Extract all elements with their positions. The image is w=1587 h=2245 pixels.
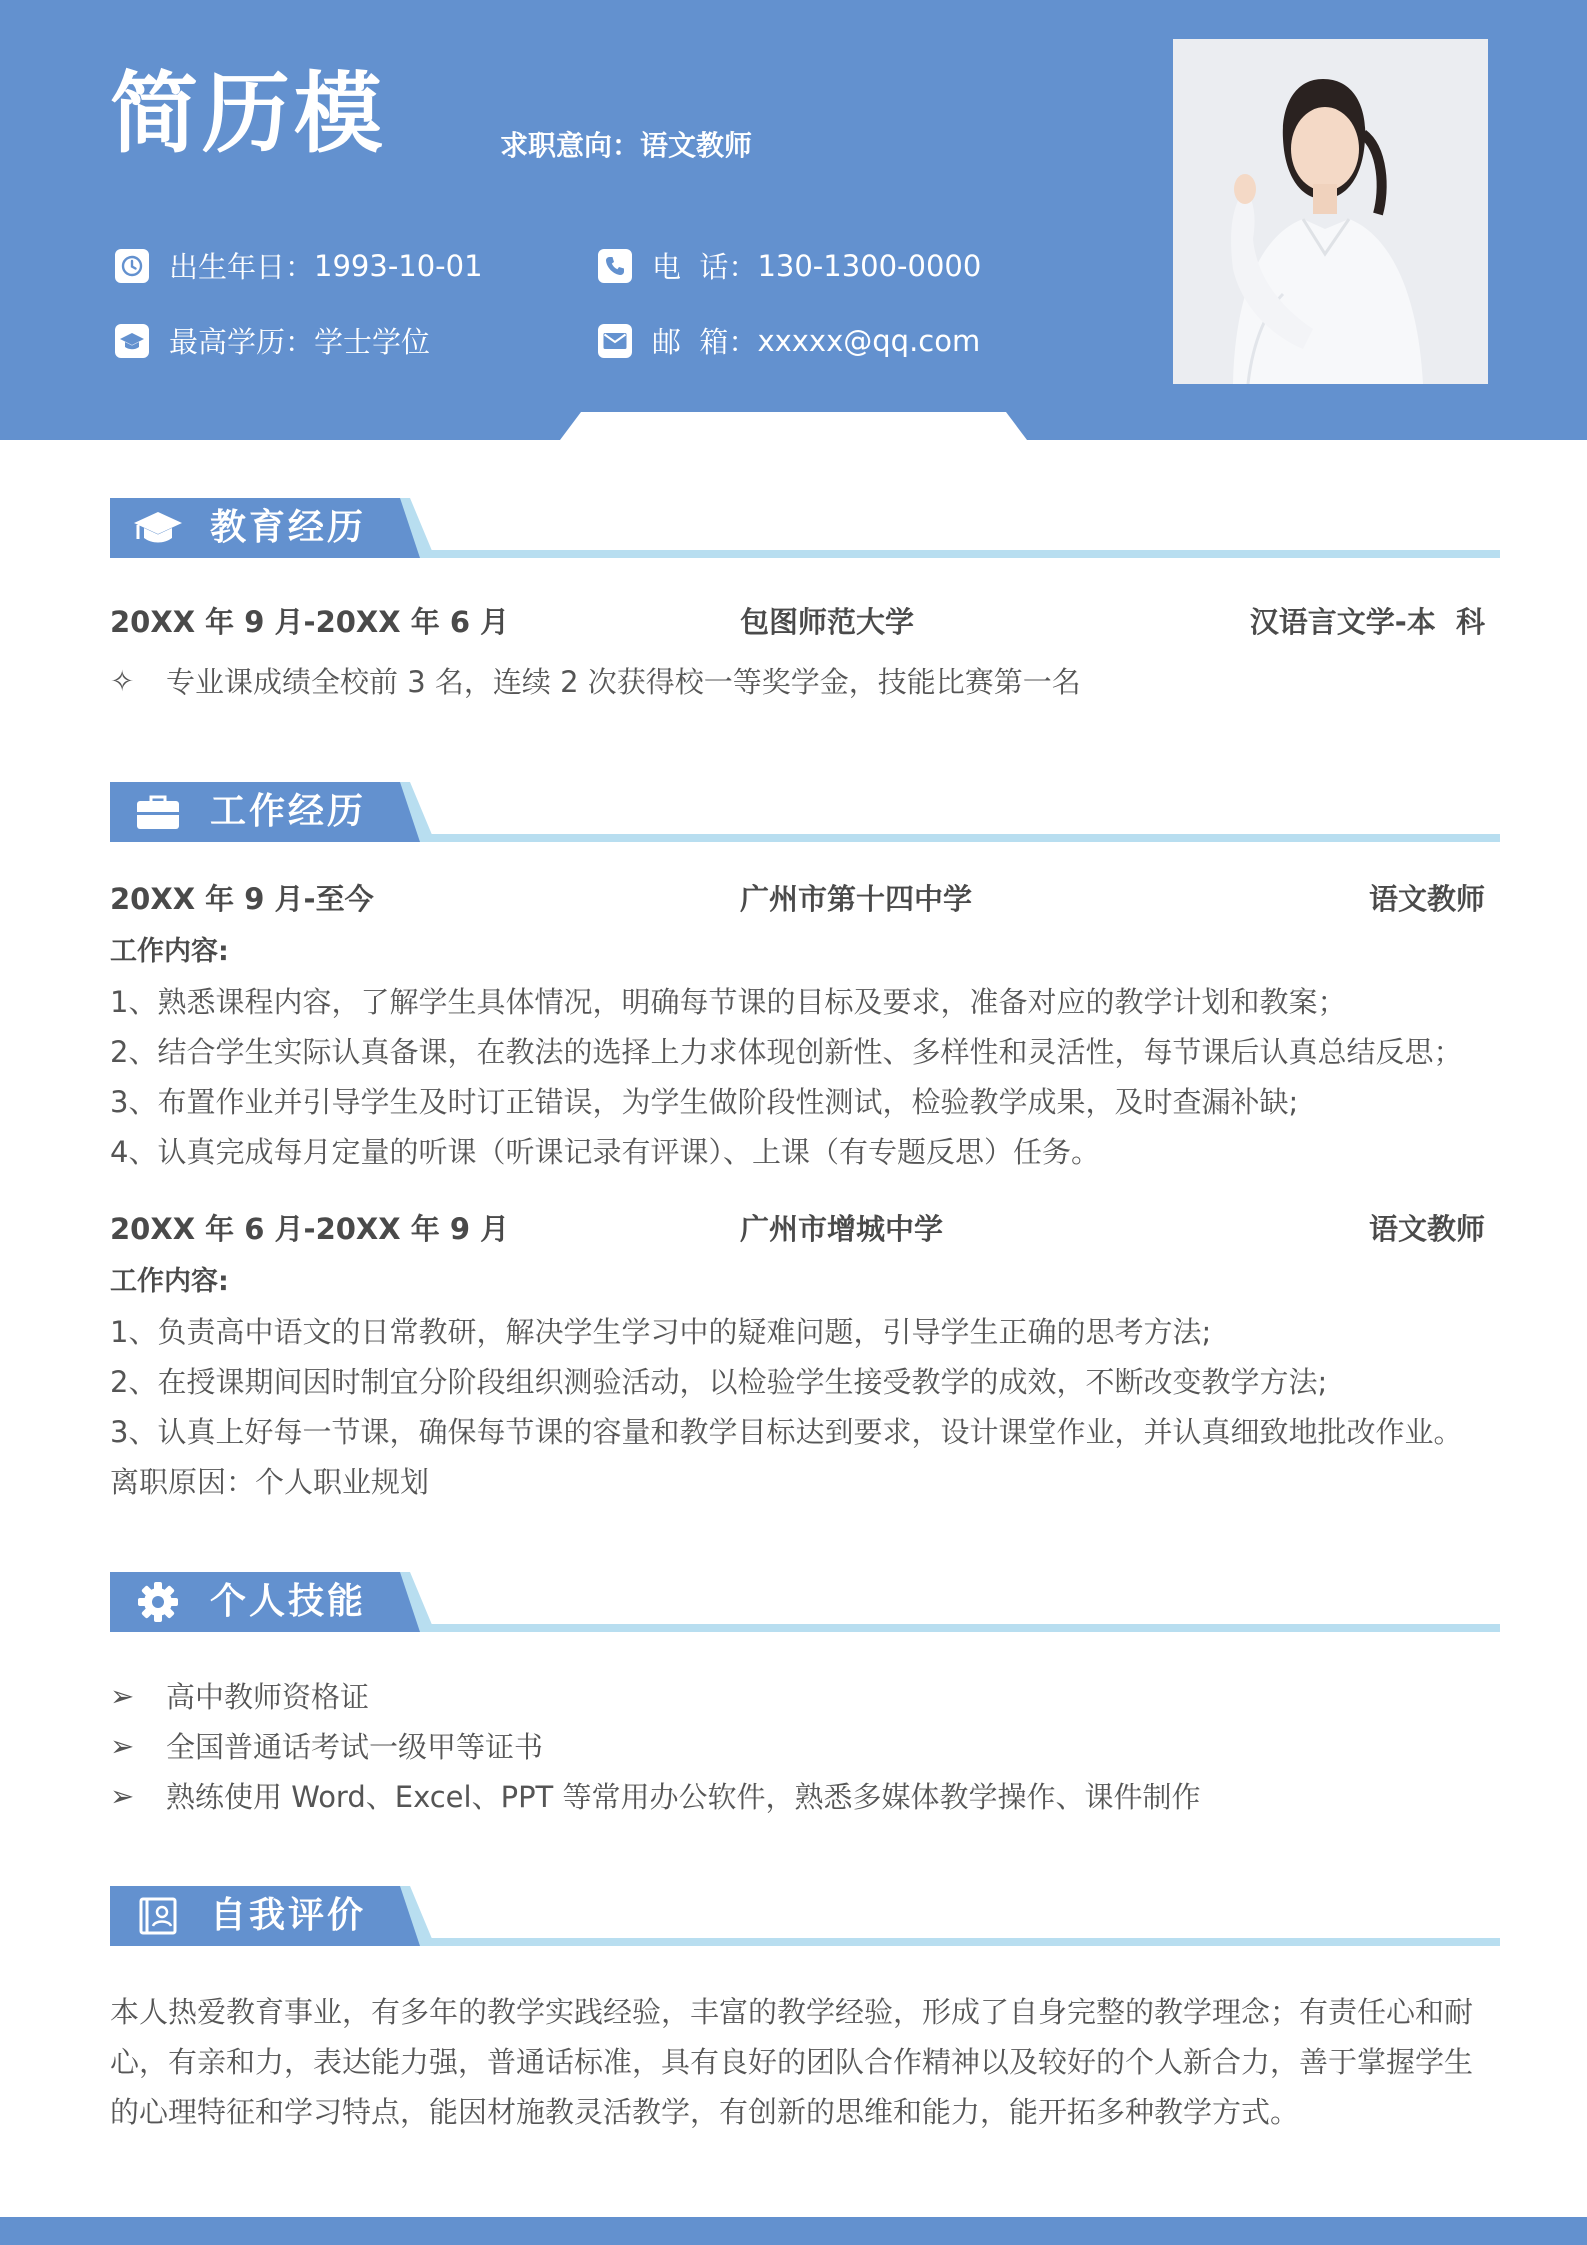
job-objective [500,124,752,164]
header-banner [0,0,1587,440]
leave-reason: 离职原因：个人职业规划 [110,1465,430,1499]
email-label: 邮 箱： [652,325,758,359]
job-period: 20XX 年 6 月-20XX 年 9 月 [110,1212,510,1246]
self-evaluation-line: 的心理特征和学习特点，能因材施教灵活教学，有创新的思维和能力，能开拓多种教学方式。 [110,2095,1300,2129]
birth-value: 1993-10-01 [314,248,483,283]
email-value: xxxxx@qq.com [757,323,981,358]
job-content-label: 工作内容: [110,1266,229,1297]
education-school: 包图师范大学 [740,605,915,639]
job-duty-item: 3、认真上好每一节课，确保每节课的容量和教学目标达到要求，设计课堂作业，并认真细致地批改作业。 [110,1415,1463,1449]
birth-info [115,245,483,286]
briefcase-icon [132,790,184,834]
section-self-evaluation [110,1886,1500,1946]
graduation-cap-icon [132,506,184,550]
section-title: 自我评价 [210,1895,367,1936]
skill-text: 高中教师资格证 [166,1680,370,1714]
phone-label: 电 话： [652,250,758,284]
education-row [110,600,1485,640]
job-duty-item: 3、布置作业并引导学生及时订正错误，为学生做阶段性测试，检验教学成果，及时查漏补缺; [110,1085,1299,1119]
mail-icon [598,324,632,358]
section-work [110,782,1500,842]
skill-text: 全国普通话考试一级甲等证书 [166,1730,544,1764]
education-label: 最高学历： [169,325,315,359]
objective-label: 求职意向： [500,129,641,162]
job-duty-item: 1、熟悉课程内容，了解学生具体情况，明确每节课的目标及要求，准备对应的教学计划和教案； [110,985,1347,1019]
skill-item [110,1675,369,1716]
education-detail [110,660,1081,701]
section-skills [110,1572,1500,1632]
phone-icon [598,249,632,283]
job-duty-item: 4、认真完成每月定量的听课（听课记录有评课）、上课（有专题反思）任务。 [110,1135,1100,1169]
job-content-label: 工作内容: [110,936,229,967]
clock-icon [115,249,149,283]
job-duty-item: 2、结合学生实际认真备课，在教法的选择上力求体现创新性、多样性和灵活性，每节课后认真总结反思； [110,1035,1463,1069]
self-evaluation-line: 本人热爱教育事业，有多年的教学实践经验，丰富的教学经验，形成了自身完整的教学理念；有责任心和耐 [110,1995,1474,2029]
objective-value: 语文教师 [640,129,753,162]
header-notch [557,412,1030,444]
education-info [115,320,430,361]
skill-item [110,1775,1201,1816]
email-info [598,320,980,361]
skill-text: 熟练使用 Word、Excel、PPT 等常用办公软件，熟悉多媒体教学操作、课件制作 [166,1780,1201,1814]
education-detail-text: 专业课成绩全校前 3 名，连续 2 次获得校一等奖学金，技能比赛第一名 [166,665,1081,699]
phone-info [598,245,981,286]
education-value: 学士学位 [314,325,431,359]
footer-bar [0,2217,1587,2245]
section-education [110,498,1500,558]
resume-name: 简历模 [110,62,387,165]
job-row [110,1207,1485,1247]
job-row [110,877,1485,917]
phone-value: 130-1300-0000 [757,248,982,283]
arrow-bullet-icon: ➢ [110,1778,135,1813]
job-period: 20XX 年 9 月-至今 [110,882,374,916]
skill-item [110,1725,543,1766]
job-duty-item: 2、在授课期间因时制宜分阶段组织测验活动，以检验学生接受教学的成效，不断改变教学方法; [110,1365,1328,1399]
job-company: 广州市增城中学 [740,1212,944,1246]
job-position: 语文教师 [1368,882,1485,916]
section-divider [410,550,1500,558]
star-bullet-icon: ✧ [110,663,135,698]
arrow-bullet-icon: ➢ [110,1678,135,1713]
education-period: 20XX 年 9 月-20XX 年 6 月 [110,605,510,639]
section-title: 个人技能 [210,1581,367,1622]
birth-label: 出生年日： [169,250,315,284]
arrow-bullet-icon: ➢ [110,1728,135,1763]
graduation-cap-icon [115,324,149,358]
section-title: 教育经历 [210,507,367,548]
id-card-icon [132,1894,184,1938]
job-duty-item: 1、负责高中语文的日常教研，解决学生学习中的疑难问题，引导学生正确的思考方法; [110,1315,1212,1349]
section-divider [410,1624,1500,1632]
job-company: 广州市第十四中学 [740,882,973,916]
self-evaluation-line: 心，有亲和力，表达能力强，普通话标准，具有良好的团队合作精神以及较好的个人新合力，善于掌握学生 [110,2045,1474,2079]
gear-icon [132,1580,184,1624]
profile-photo [1173,39,1488,384]
education-major: 汉语言文学-本 科 [1249,605,1485,639]
section-divider [410,834,1500,842]
job-position: 语文教师 [1368,1212,1485,1246]
section-divider [410,1938,1500,1946]
section-title: 工作经历 [210,791,367,832]
